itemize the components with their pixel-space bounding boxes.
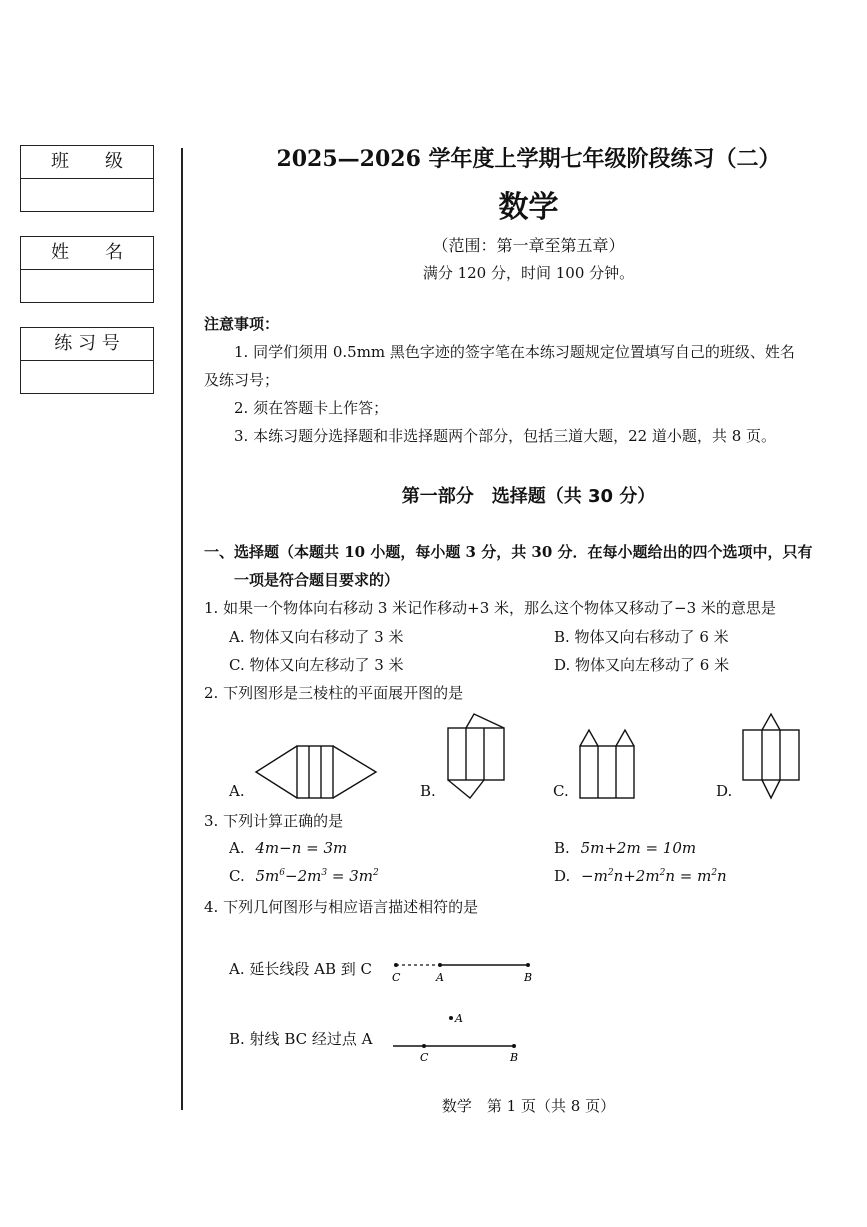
q3-option-c-expr: $5m^6-2m^3 = 3m^2$ xyxy=(255,867,379,885)
q2-option-d[interactable]: D. xyxy=(716,782,733,800)
name-field[interactable] xyxy=(21,270,153,302)
score-time: 满分 120 分，时间 100 分钟。 xyxy=(422,264,635,282)
q2-option-a[interactable]: A. xyxy=(229,782,245,800)
q3-option-b-expr: 5m+2m = 10m xyxy=(580,839,697,857)
part1-instruction-cont: 一项是符合题目要求的） xyxy=(234,571,400,589)
notice-item-1-cont: 及练习号； xyxy=(204,371,280,389)
q4-stem: 4. 下列几何图形与相应语言描述相符的是 xyxy=(204,898,479,916)
part1-title: 第一部分 选择题（共 30 分） xyxy=(401,486,656,507)
q3-option-c[interactable] xyxy=(229,867,379,885)
q4b-label-a: A xyxy=(455,1012,463,1025)
q2-figure-b xyxy=(444,710,510,802)
q2-stem: 2. 下列图形是三棱柱的平面展开图的是 xyxy=(204,684,464,702)
q2-figure-c xyxy=(576,726,638,802)
q4a-label-c: C xyxy=(392,971,401,984)
page-title: 2025—2026 学年度上学期七年级阶段练习（二） xyxy=(276,146,781,172)
q1-option-b[interactable]: B. 物体又向右移动了 6 米 xyxy=(554,628,729,646)
class-label: 班 级 xyxy=(21,146,153,179)
q3-option-d[interactable] xyxy=(554,867,727,885)
notice-item-3: 3. 本练习题分选择题和非选择题两个部分，包括三道大题，22 道小题，共 8 页。 xyxy=(234,427,777,445)
q3-option-d-label: D. xyxy=(554,867,571,885)
q2-figure-d xyxy=(738,710,804,802)
notice-item-2: 2. 须在答题卡上作答； xyxy=(234,399,389,417)
q4b-label-c: C xyxy=(420,1051,429,1064)
q4a-label-b: B xyxy=(524,971,533,984)
q4b-point-b xyxy=(512,1044,516,1048)
q3-stem: 3. 下列计算正确的是 xyxy=(204,812,344,830)
q4-figure-a xyxy=(388,955,538,985)
name-box xyxy=(20,236,154,303)
name-label: 姓 名 xyxy=(21,237,153,270)
q1-stem: 1. 如果一个物体向右移动 3 米记作移动+3 米，那么这个物体又移动了−3 米的意思是 xyxy=(204,599,776,617)
q1-option-c[interactable]: C. 物体又向左移动了 3 米 xyxy=(229,656,404,674)
q3-option-b-label: B. xyxy=(554,839,570,857)
number-label: 练 习 号 xyxy=(21,328,153,361)
q3-option-d-expr: $-m^2n+2m^2n = m^2n$ xyxy=(581,867,727,885)
q4-option-b[interactable]: B. 射线 BC 经过点 A xyxy=(229,1030,373,1048)
notice-item-1: 1. 同学们须用 0.5mm 黑色字迹的签字笔在本练习题规定位置填写自己的班级、姓名 xyxy=(234,343,795,361)
q4a-label-a: A xyxy=(436,971,444,984)
q3-option-a[interactable] xyxy=(229,839,347,857)
exam-range: （范围：第一章至第五章） xyxy=(432,236,625,255)
number-field[interactable] xyxy=(21,361,153,393)
q4-option-a[interactable]: A. 延长线段 AB 到 C xyxy=(229,960,373,978)
q3-option-a-label: A. xyxy=(229,839,245,857)
binding-line xyxy=(181,148,183,1110)
q4-figure-b xyxy=(388,1008,538,1066)
number-box xyxy=(20,327,154,394)
class-box xyxy=(20,145,154,212)
q4a-point-c xyxy=(394,963,398,967)
q4a-point-a xyxy=(438,963,442,967)
q4b-point-a xyxy=(449,1016,453,1020)
page-footer: 数学 第 1 页（共 8 页） xyxy=(441,1097,616,1115)
q4b-label-b: B xyxy=(510,1051,519,1064)
q3-option-a-expr: 4m−n = 3m xyxy=(255,839,348,857)
q4b-point-c xyxy=(422,1044,426,1048)
q3-option-b[interactable] xyxy=(554,839,696,857)
class-field[interactable] xyxy=(21,179,153,211)
part1-instruction: 一、选择题（本题共 10 小题，每小题 3 分，共 30 分．在每小题给出的四个选项中，只有 xyxy=(204,543,813,561)
q4a-point-b xyxy=(526,963,530,967)
q2-option-b[interactable]: B. xyxy=(420,782,436,800)
subject-title: 数学 xyxy=(498,190,559,225)
q1-option-a[interactable]: A. 物体又向右移动了 3 米 xyxy=(229,628,404,646)
q2-option-c[interactable]: C. xyxy=(553,782,569,800)
q2-figure-a xyxy=(250,740,380,802)
notice-heading: 注意事项： xyxy=(204,315,280,333)
q3-option-c-label: C. xyxy=(229,867,245,885)
q1-option-d[interactable]: D. 物体又向左移动了 6 米 xyxy=(554,656,730,674)
